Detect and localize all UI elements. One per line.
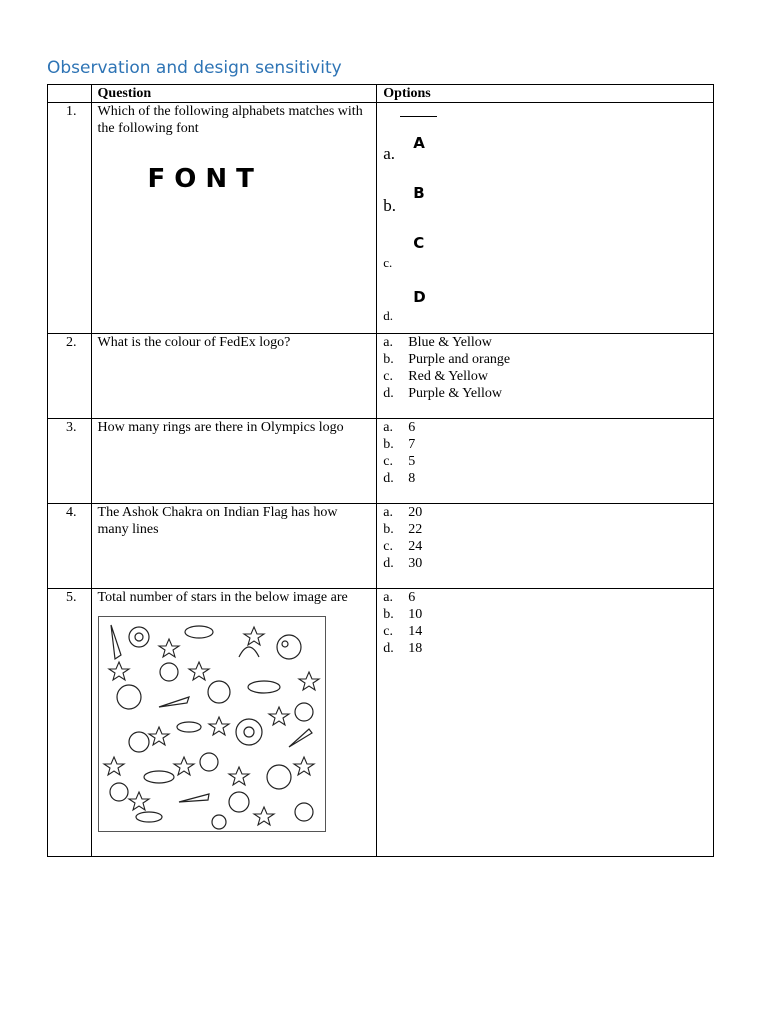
options-cell [377,589,714,857]
question-number: 1. [48,103,92,334]
question-text: How many rings are there in Olympics logo [91,419,377,504]
option-text: 6 [408,420,416,435]
header-question: Question [91,85,377,103]
option-item[interactable] [383,368,707,385]
question-cell [91,103,377,334]
option-label: c. [383,539,393,554]
options-cell [377,504,714,589]
option-glyph: C [413,234,425,252]
option-item[interactable] [383,334,707,351]
option-label: a. [383,420,393,435]
table-row [48,103,714,334]
page-heading: Observation and design sensitivity [47,58,342,78]
option-text: 24 [408,539,423,554]
question-cell [91,589,377,857]
option-label: c. [383,454,393,469]
table-header-row [48,85,714,103]
option-item[interactable] [383,470,707,487]
option-text: Purple and orange [408,352,511,367]
option-item[interactable] [383,288,426,325]
option-item[interactable] [383,623,707,640]
option-item[interactable] [383,504,707,521]
table-row [48,504,714,589]
option-item[interactable] [383,453,707,470]
divider-line [400,116,437,117]
option-label: a. [383,144,396,163]
option-item[interactable] [383,351,707,368]
question-table [47,84,714,857]
option-item[interactable] [383,385,707,402]
option-item[interactable] [383,589,707,606]
option-text: 5 [408,454,416,469]
table-row [48,419,714,504]
option-label: d. [383,308,394,323]
option-text: Purple & Yellow [408,386,502,401]
options-cell [377,334,714,419]
question-text: What is the colour of FedEx logo? [91,334,377,419]
header-options: Options [377,85,714,103]
option-text: 20 [408,505,423,520]
option-label: a. [383,335,393,350]
option-label: d. [383,386,394,401]
option-text: 10 [408,607,423,622]
option-item[interactable] [383,436,707,453]
question-text: Which of the following alphabets matches with the following font [97,104,363,136]
option-item[interactable] [383,555,707,572]
option-label: c. [383,369,393,384]
option-item[interactable] [383,234,425,272]
option-text: 7 [408,437,416,452]
option-label: b. [383,196,397,215]
question-text: The Ashok Chakra on Indian Flag has how many lines [91,504,377,589]
option-glyph: B [413,184,425,202]
option-label: b. [383,437,394,452]
option-label: c. [383,624,393,639]
option-text: Red & Yellow [408,369,488,384]
question-number: 5. [48,589,92,857]
table-row [48,589,714,857]
table-row [48,334,714,419]
option-label: d. [383,641,394,656]
option-text: 6 [408,590,416,605]
options-cell [377,103,714,334]
font-sample: FONT [147,164,263,194]
option-item[interactable] [383,134,425,164]
option-label: d. [383,471,394,486]
option-item[interactable] [383,640,707,657]
option-glyph: A [413,134,425,152]
options-cell [377,419,714,504]
option-label: d. [383,556,394,571]
option-label: b. [383,607,394,622]
question-number: 4. [48,504,92,589]
option-label: b. [383,522,394,537]
option-label: a. [383,590,393,605]
option-text: 18 [408,641,423,656]
option-item[interactable] [383,184,425,216]
option-item[interactable] [383,538,707,555]
option-text: 8 [408,471,416,486]
option-item[interactable] [383,606,707,623]
option-text: Blue & Yellow [408,335,492,350]
option-label: c. [383,255,393,270]
header-number [48,85,92,103]
question-number: 2. [48,334,92,419]
question-text: Total number of stars in the below image are [97,590,348,605]
option-item[interactable] [383,419,707,436]
option-item[interactable] [383,521,707,538]
option-text: 22 [408,522,423,537]
option-glyph: D [413,288,426,306]
space-doodle-image [98,616,326,832]
option-label: b. [383,352,394,367]
option-text: 30 [408,556,423,571]
option-text: 14 [408,624,423,639]
option-label: a. [383,505,393,520]
question-number: 3. [48,419,92,504]
